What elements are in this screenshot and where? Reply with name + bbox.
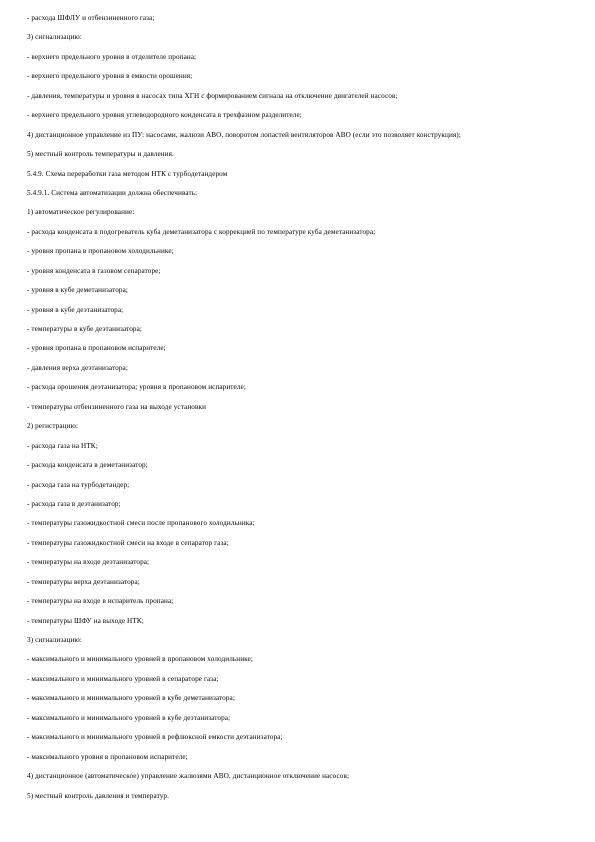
text-line: - уровня в кубе деэтанизатора; [27,305,124,314]
text-line: - расхода ШФЛУ и отбензиненного газа; [27,14,155,22]
text-line: - уровня в кубе деметанизатора; [27,286,129,295]
text-line: - температуры на входе в испаритель пропана; [27,597,174,606]
text-line: - расхода газа на НТК; [27,441,98,450]
text-line: - температуры верха деэтанизатора; [27,577,140,586]
text-line: - температуры на входе деэтанизатора; [27,558,150,567]
text-line: - температуры газожидкостной смеси после пропанового холодильника; [27,519,255,528]
text-line: - максимального и минимального уровней в рефлюксной емкости деэтанизатора; [27,733,283,742]
text-line: 5) местный контроль температуры и давления. [27,150,174,159]
text-line: - температуры в кубе деэтанизатора; [27,325,142,333]
text-line: - расхода орошения деэтанизатора; уровня в пропановом испарителе; [27,383,246,392]
text-line: - максимального и минимального уровней в сепараторе газа; [27,674,219,683]
text-line: - верхнего предельного уровня в емкости орошения; [27,72,193,81]
text-line: - уровня пропана в пропановом холодильнике; [27,247,174,256]
text-line: 5.4.9. Схема переработки газа методом НТК с турбодетандером [27,169,228,178]
text-line: 5.4.9.1. Система автоматизации должна обеспечивать: [27,188,198,197]
text-line: - давления, температуры и уровня в насосах типа ХГН с формированием сигнала на отключение двигателей насосов; [27,91,398,100]
text-line: 4) дистанционное управление из ПУ: насосами, жалюзи АВО, поворотом лопастей вентиляторов АВО (если это позволяет конструкция); [27,130,461,139]
text-line: 4) дистанционное (автоматическое) управление жалюзями АВО, дистанционное отключение насосов; [27,772,350,781]
text-line: - расхода конденсата в подогреватель куба деметанизатора с коррекцией по температуре куба деметанизатора; [27,227,376,236]
text-line: - расхода газа на турбодетандер; [27,480,130,489]
text-line: - температуры ШФУ на выходе НТК; [27,616,144,625]
text-line: - верхнего предельного уровня углеводородного конденсата в трехфазном разделителе; [27,111,302,120]
text-line: 5) местный контроль давления и температур. [27,791,170,800]
text-line: - расхода газа в деэтанизатор; [27,499,121,508]
text-line: 1) автоматическое регулирование: [27,208,135,217]
text-line: - максимального и минимального уровней в кубе деэтанизатора; [27,713,231,722]
text-line: - давления верха деэтанизатора; [27,363,128,372]
text-line: - верхнего предельного уровня в отделителе пропана; [27,52,197,61]
text-line: - максимального и минимального уровней в кубе деметанизатора; [27,694,235,703]
text-line: - максимального и минимального уровней в пропановом холодильнике; [27,655,253,664]
text-line: 3) сигнализацию: [27,636,82,644]
text-line: - температуры отбензиненного газа на выходе установки [27,402,207,411]
text-line: - максимального уровня в пропановом испарителе; [27,752,188,761]
text-line: - уровня конденсата в газовом сепараторе; [27,266,161,275]
text-line: - температуры газожидкостной смеси на входе в сепаратор газа; [27,538,229,547]
text-line: 2) регистрацию: [27,422,79,431]
text-line: 3) сигнализацию: [27,33,82,42]
text-line: - уровня пропана в пропановом испарителе; [27,344,166,353]
text-line: - расхода конденсата в деметанизатор; [27,461,148,470]
